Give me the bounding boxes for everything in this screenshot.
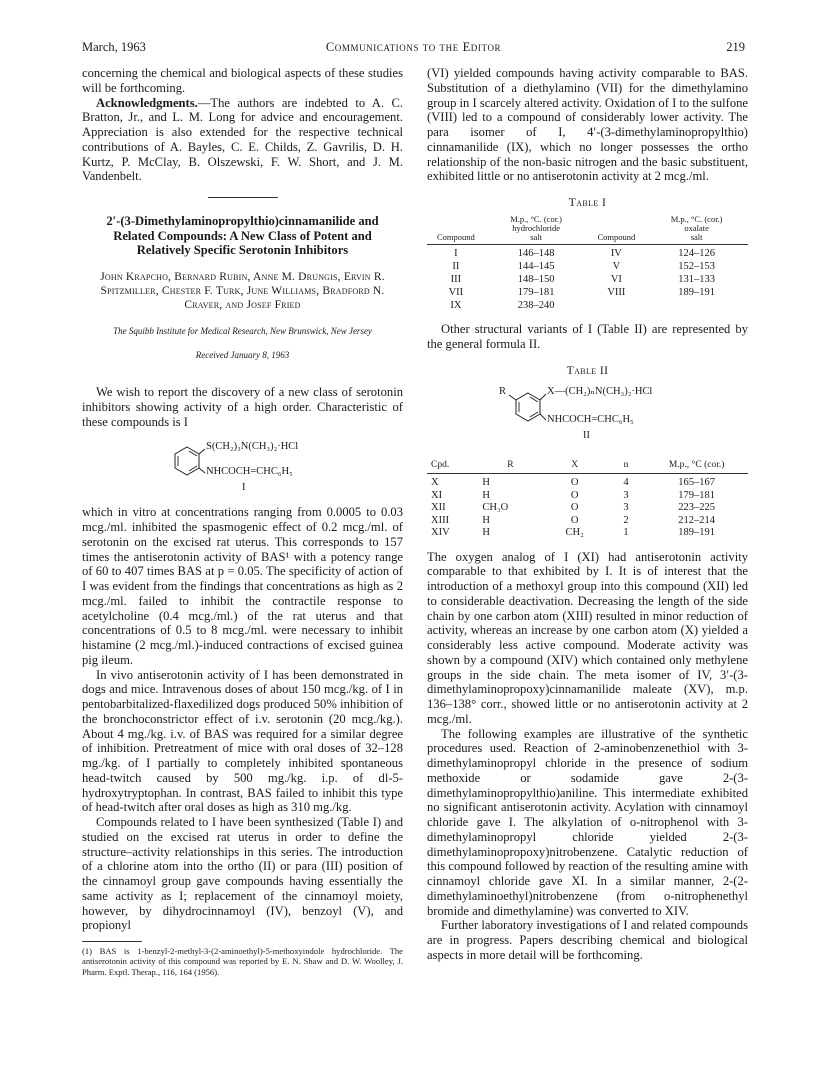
right-paragraph-1: (VI) yielded compounds having activity comparable to BAS. Substitution of a diethylamino (VII) for the dimethylamino group in I scarcely altered activity. Oxidation of I to the sulfone (VIII) led to a compound of considerably lower activity. The para isomer of I, 4′-(3-dimethylaminopropylthio) cinnamanilide (IX), which no longer possesses the ortho relationship of the non-basic nitrogen and the basic substituent, exhibited little or no antiserotonin activity at 2 mcg./ml. (427, 66, 748, 184)
body-paragraph-4: Compounds related to I have been synthesized (Table I) and studied on the excised rat uterus in order to define the structure–activity relationships in this series. The introduction of a chlorine atom into the ortho (II) or para (III) position of the cinnamoyl group gave compounds having essentially the same activity as I; replacement of the cinnamoyl moiety, however, by dihydrocinnamoyl (IV), benzoyl (V), and propionyl (82, 815, 403, 933)
table-2 (427, 459, 748, 540)
right-column (427, 66, 748, 963)
body-paragraph-1: We wish to report the discovery of a new class of serotonin inhibitors showing activity of a high order. Characteristic of these compounds is I (82, 385, 403, 429)
table-row: XII CH₃O O 3 223–225 (431, 502, 715, 514)
authors-line-1: John Krapcho, Bernard Rubin, Anne M. Drungis, Ervin R. (100, 270, 385, 283)
table-2-head-cpd: Cpd. (427, 459, 478, 474)
structure-i-top-substituent: S(CH₂)₃N(CH₃)₂·HCl (206, 441, 299, 453)
table-2-caption: Table II (566, 364, 609, 377)
body-paragraph-3: In vivo antiserotonin activity of I has been demonstrated in dogs and mice. Intravenous doses of about 150 mcg./kg. of I in pentobarbitalized-flaxedilized dogs produced 50% inhibition of the bronchoconstrictor effect of i.v. serotonin (20 mcg./kg.). About 4 mg./kg. i.v. of BAS was required for a similar degree of inhibition. Pretreatment of mice with oral doses of 32–128 mg./kg. of I partially to completely inhibited spontaneous head-twitch caused by 500 mg./kg. i.p. of dl-5-hydroxytryptophan. In contrast, BAS failed to inhibit this type of head-twitch after oral doses as high as 310 mg./kg. (82, 667, 403, 815)
title-line-2: Related Compounds: A New Class of Potent and (113, 228, 372, 243)
left-column (82, 66, 403, 977)
table-row: X H O 4 165–167 (431, 477, 715, 489)
table-1-head-compound-2: Compound (587, 215, 645, 245)
affiliation: The Squibb Institute for Medical Research, New Brunswick, New Jersey (113, 325, 372, 336)
table-1-head-mp-oxalate: M.p., °C. (cor.) oxalate salt (645, 215, 748, 245)
right-paragraph-4: The following examples are illustrative of the synthetic procedures used. Reaction of 2-aminobenzenethiol with 3-dimethylaminopropyl chloride in the presence of sodium methoxide or sodamide gave 2-(3-dimethylaminopropylthio)aniline. This intermediate exhibited no significant antiserotonin activity. Acylation with cinnamoyl chloride gave I. The alkylation of o-nitrophenol with 3-dimethylaminopropyl chloride yielded 2-(3-dimethylaminopropoxy)nitrobenzene. Catalytic reduction of this compound followed by reaction of the resulting amine with cinnamoyl chloride gave XI. In a similar manner, 2-(2-dimethylaminoethyl)nitrobenzene (from o-nitrophenethyl bromide and dimethylamine) was converted to XIV. (427, 726, 748, 918)
header-date: March, 1963 (82, 40, 146, 54)
structure-ii-top-substituent: X—(CH₂)ₙN(CH₃)₂·HCl (547, 385, 653, 397)
structure-ii-bottom-substituent: NHCOCH=CHC₆H₅ (547, 413, 634, 425)
table-row: II 144–145 V 152–153 (452, 261, 715, 273)
table-row: XIV H CH₂ 1 189–191 (431, 527, 715, 539)
header-section: Communications to the Editor (325, 40, 502, 54)
table-2-head-r: R (478, 459, 542, 474)
right-paragraph-5: Further laboratory investigations of I and related compounds are in progress. Papers describing chemical and biological aspects in more detail will be forthcoming. (427, 918, 748, 962)
footnote-1: (1) BAS is 1-benzyl-2-methyl-3-(2-aminoethyl)-5-methoxyindole hydrochloride. The antiserotonin activity of this compound was reported by E. N. Shaw and D. W. Woolley, J. Pharm. Exptl. Therap., 116, 164 (1956). (82, 946, 403, 977)
intro-paragraph: concerning the chemical and biological aspects of these studies will be forthcoming. (82, 66, 403, 95)
table-1 (427, 215, 748, 313)
table-1-head-compound: Compound (427, 215, 485, 245)
structure-i (82, 435, 403, 497)
table-row: III 148–150 VI 131–133 (450, 273, 715, 285)
table-row: XI H O 3 179–181 (431, 489, 715, 501)
article-title (82, 214, 403, 258)
authors-line-2: Spitzmiller, Chester F. Turk, June Williams, Bradford N. (100, 284, 385, 297)
acknowledgments (82, 96, 403, 185)
table-1-caption: Table I (568, 197, 607, 209)
table-2-head-x: X (543, 459, 607, 474)
right-paragraph-2: Other structural variants of I (Table II) are represented by the general formula II. (427, 322, 748, 352)
structure-ii-label: II (583, 429, 590, 441)
structure-ii-r-group: R (499, 385, 507, 397)
structure-ii (427, 383, 748, 455)
structure-i-label: I (242, 482, 246, 494)
table-1-head-mp-hydrochloride: M.p., °C. (cor.) hydrochloride salt (485, 215, 588, 245)
received-date: Received January 8, 1963 (195, 350, 290, 361)
body-paragraph-2: which in vitro at concentrations ranging from 0.0005 to 0.03 mcg./ml. inhibited the spasmogenic effect of 0.2 mcg./ml. of serotonin on the excised rat uterus. This corresponds to 157 times the antiserotonin activity of BAS¹ with a potency range of 60 to 407 times BAS at p = 0.05. The specificity of action of I was evident from the findings that concentrations as high as 2 mcg./ml. failed to inhibit the contractile response to acetylcholine (0.4 mcg./ml.) of the rat uterus and that concentrations of 0.5 to 8 mcg./ml. were necessary to inhibit histamine (2 mcg./ml.)-induced contractions of excised guinea pig ileum. (82, 505, 403, 667)
table-row: XIII H O 2 212–214 (431, 514, 715, 526)
table-row: IX 238–240 (450, 299, 555, 311)
table-2-head-mp: M.p., °C (cor.) (645, 459, 748, 474)
right-paragraph-3: The oxygen analog of I (XI) had antiserotonin activity comparable to that exhibited by I. It is of interest that the introduction of a methoxyl group into this compound (XII) led to considerable deactivation. Decreasing the length of the side chain by one carbon atom (XIII) resulted in minor reduction of activity, whereas an increase by one carbon atom (X) yielded a considerably less active compound. Moderate activity was shown by a compound (XIV) which contained only methylene groups in the side chain. The meta isomer of IV, 3′-(3-dimethylaminopropoxy)cinnamanilide maleate (XV), m.p. 136–138° corr., showed little or no antiserotonin activity at 2 mcg./ml. (427, 549, 748, 726)
table-row: I 146–148 IV 124–126 (454, 248, 715, 260)
header-page-number: 219 (726, 40, 745, 54)
acknowledgments-text: —The authors are indebted to A. C. Bratton, Jr., and L. M. Long for advice and encouragement. Appreciation is also extended for the respective technical contributions of A. Bayles, C. E. Childs, Z. Gavrilis, D. H. Kurtz, P. McClay, B. Olszewski, F. W. Short, and J. M. Vandenbelt. (82, 95, 403, 184)
title-line-1: 2′-(3-Dimethylaminopropylthio)cinnamanilide and (106, 214, 379, 228)
acknowledgments-label: Acknowledgments. (96, 95, 198, 110)
table-2-head-n: n (607, 459, 646, 474)
title-line-3: Relatively Specific Serotonin Inhibitors (136, 243, 349, 257)
structure-i-bottom-substituent: NHCOCH=CHC₆H₅ (206, 466, 293, 478)
section-divider (208, 197, 278, 198)
footnote-divider (82, 941, 142, 942)
authors-line-3: Craver, and Josef Fried (184, 298, 301, 311)
article-authors (82, 270, 403, 312)
table-row: VII 179–181 VIII 189–191 (448, 286, 715, 298)
